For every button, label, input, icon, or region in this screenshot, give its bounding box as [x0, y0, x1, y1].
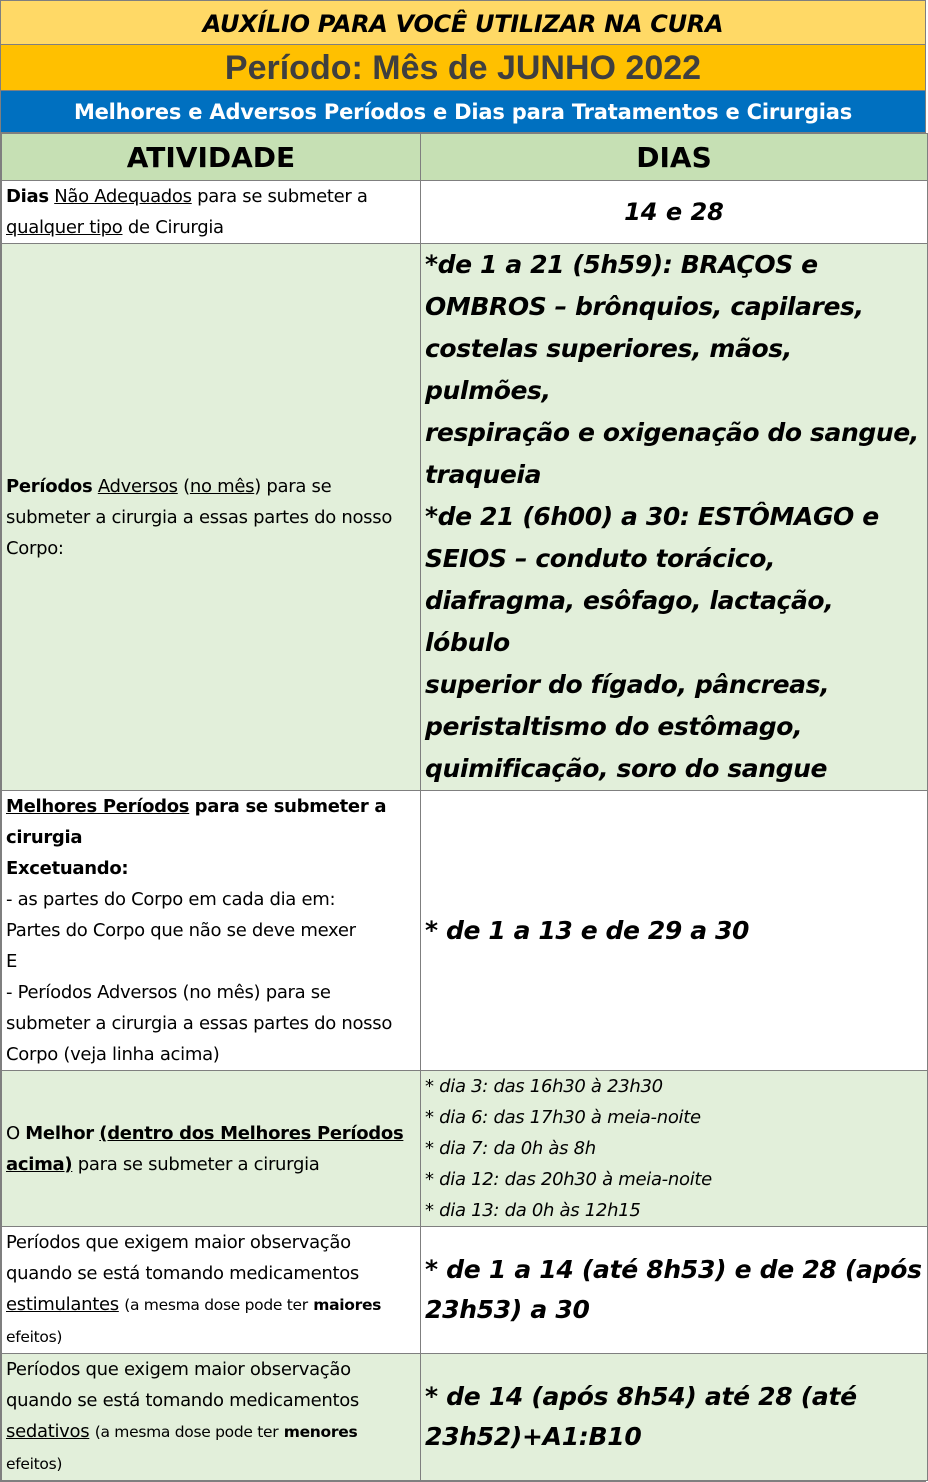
table-row: [2, 1354, 928, 1481]
activity-cell: O Melhor (dentro dos Melhores Períodos acima) para se submeter a cirurgia: [2, 1071, 421, 1227]
activity-cell: Períodos que exigem maior observação quando se está tomando medicamentos sedativos (a mesma dose pode ter menores efeitos): [2, 1354, 421, 1481]
days-cell: 14 e 28: [421, 181, 928, 244]
days-cell: * de 1 a 14 (até 8h53) e de 28 (após 23h53) a 30: [421, 1227, 928, 1354]
schedule-table: [1, 133, 928, 1481]
sheet-title: AUXÍLIO PARA VOCÊ UTILIZAR NA CURA: [1, 1, 925, 45]
period-title: Período: Mês de JUNHO 2022: [1, 45, 925, 91]
table-header-row: [2, 134, 928, 181]
column-header-days: DIAS: [421, 134, 928, 181]
subtitle-banner: Melhores e Adversos Períodos e Dias para Tratamentos e Cirurgias: [1, 91, 925, 133]
table-row: [2, 244, 928, 791]
table-row: [2, 181, 928, 244]
days-cell: *de 1 a 21 (5h59): BRAÇOS e OMBROS – brônquios, capilares, costelas superiores, mãos, pulmões, respiração e oxigenação do sangue, traqueia *de 21 (6h00) a 30: ESTÔMAGO e SEIOS – conduto torácico, diafragma, esôfago, lactação, lóbulo superior do fígado, pâncreas, peristaltismo do estômago, quimificação, soro do sangue: [421, 244, 928, 791]
days-cell: * de 14 (após 8h54) até 28 (até 23h52)+A1:B10: [421, 1354, 928, 1481]
days-cell: * de 1 a 13 e de 29 a 30: [421, 791, 928, 1071]
activity-cell: Períodos que exigem maior observação quando se está tomando medicamentos estimulantes (a mesma dose pode ter maiores efeitos): [2, 1227, 421, 1354]
column-header-activity: ATIVIDADE: [2, 134, 421, 181]
table-row: [2, 791, 928, 1071]
activity-cell: Períodos Adversos (no mês) para se submeter a cirurgia a essas partes do nosso Corpo:: [2, 244, 421, 791]
days-cell: * dia 3: das 16h30 à 23h30 * dia 6: das 17h30 à meia-noite * dia 7: da 0h às 8h * dia 12: das 20h30 à meia-noite * dia 13: da 0h às 12h15: [421, 1071, 928, 1227]
activity-cell: Melhores Períodos para se submeter a cirurgia Excetuando: - as partes do Corpo em cada dia em: Partes do Corpo que não se deve mexer E - Períodos Adversos (no mês) para se submeter a cirurgia a essas partes do nosso Corpo (veja linha acima): [2, 791, 421, 1071]
activity-cell: Dias Não Adequados para se submeter a qualquer tipo de Cirurgia: [2, 181, 421, 244]
table-row: [2, 1071, 928, 1227]
table-row: [2, 1227, 928, 1354]
